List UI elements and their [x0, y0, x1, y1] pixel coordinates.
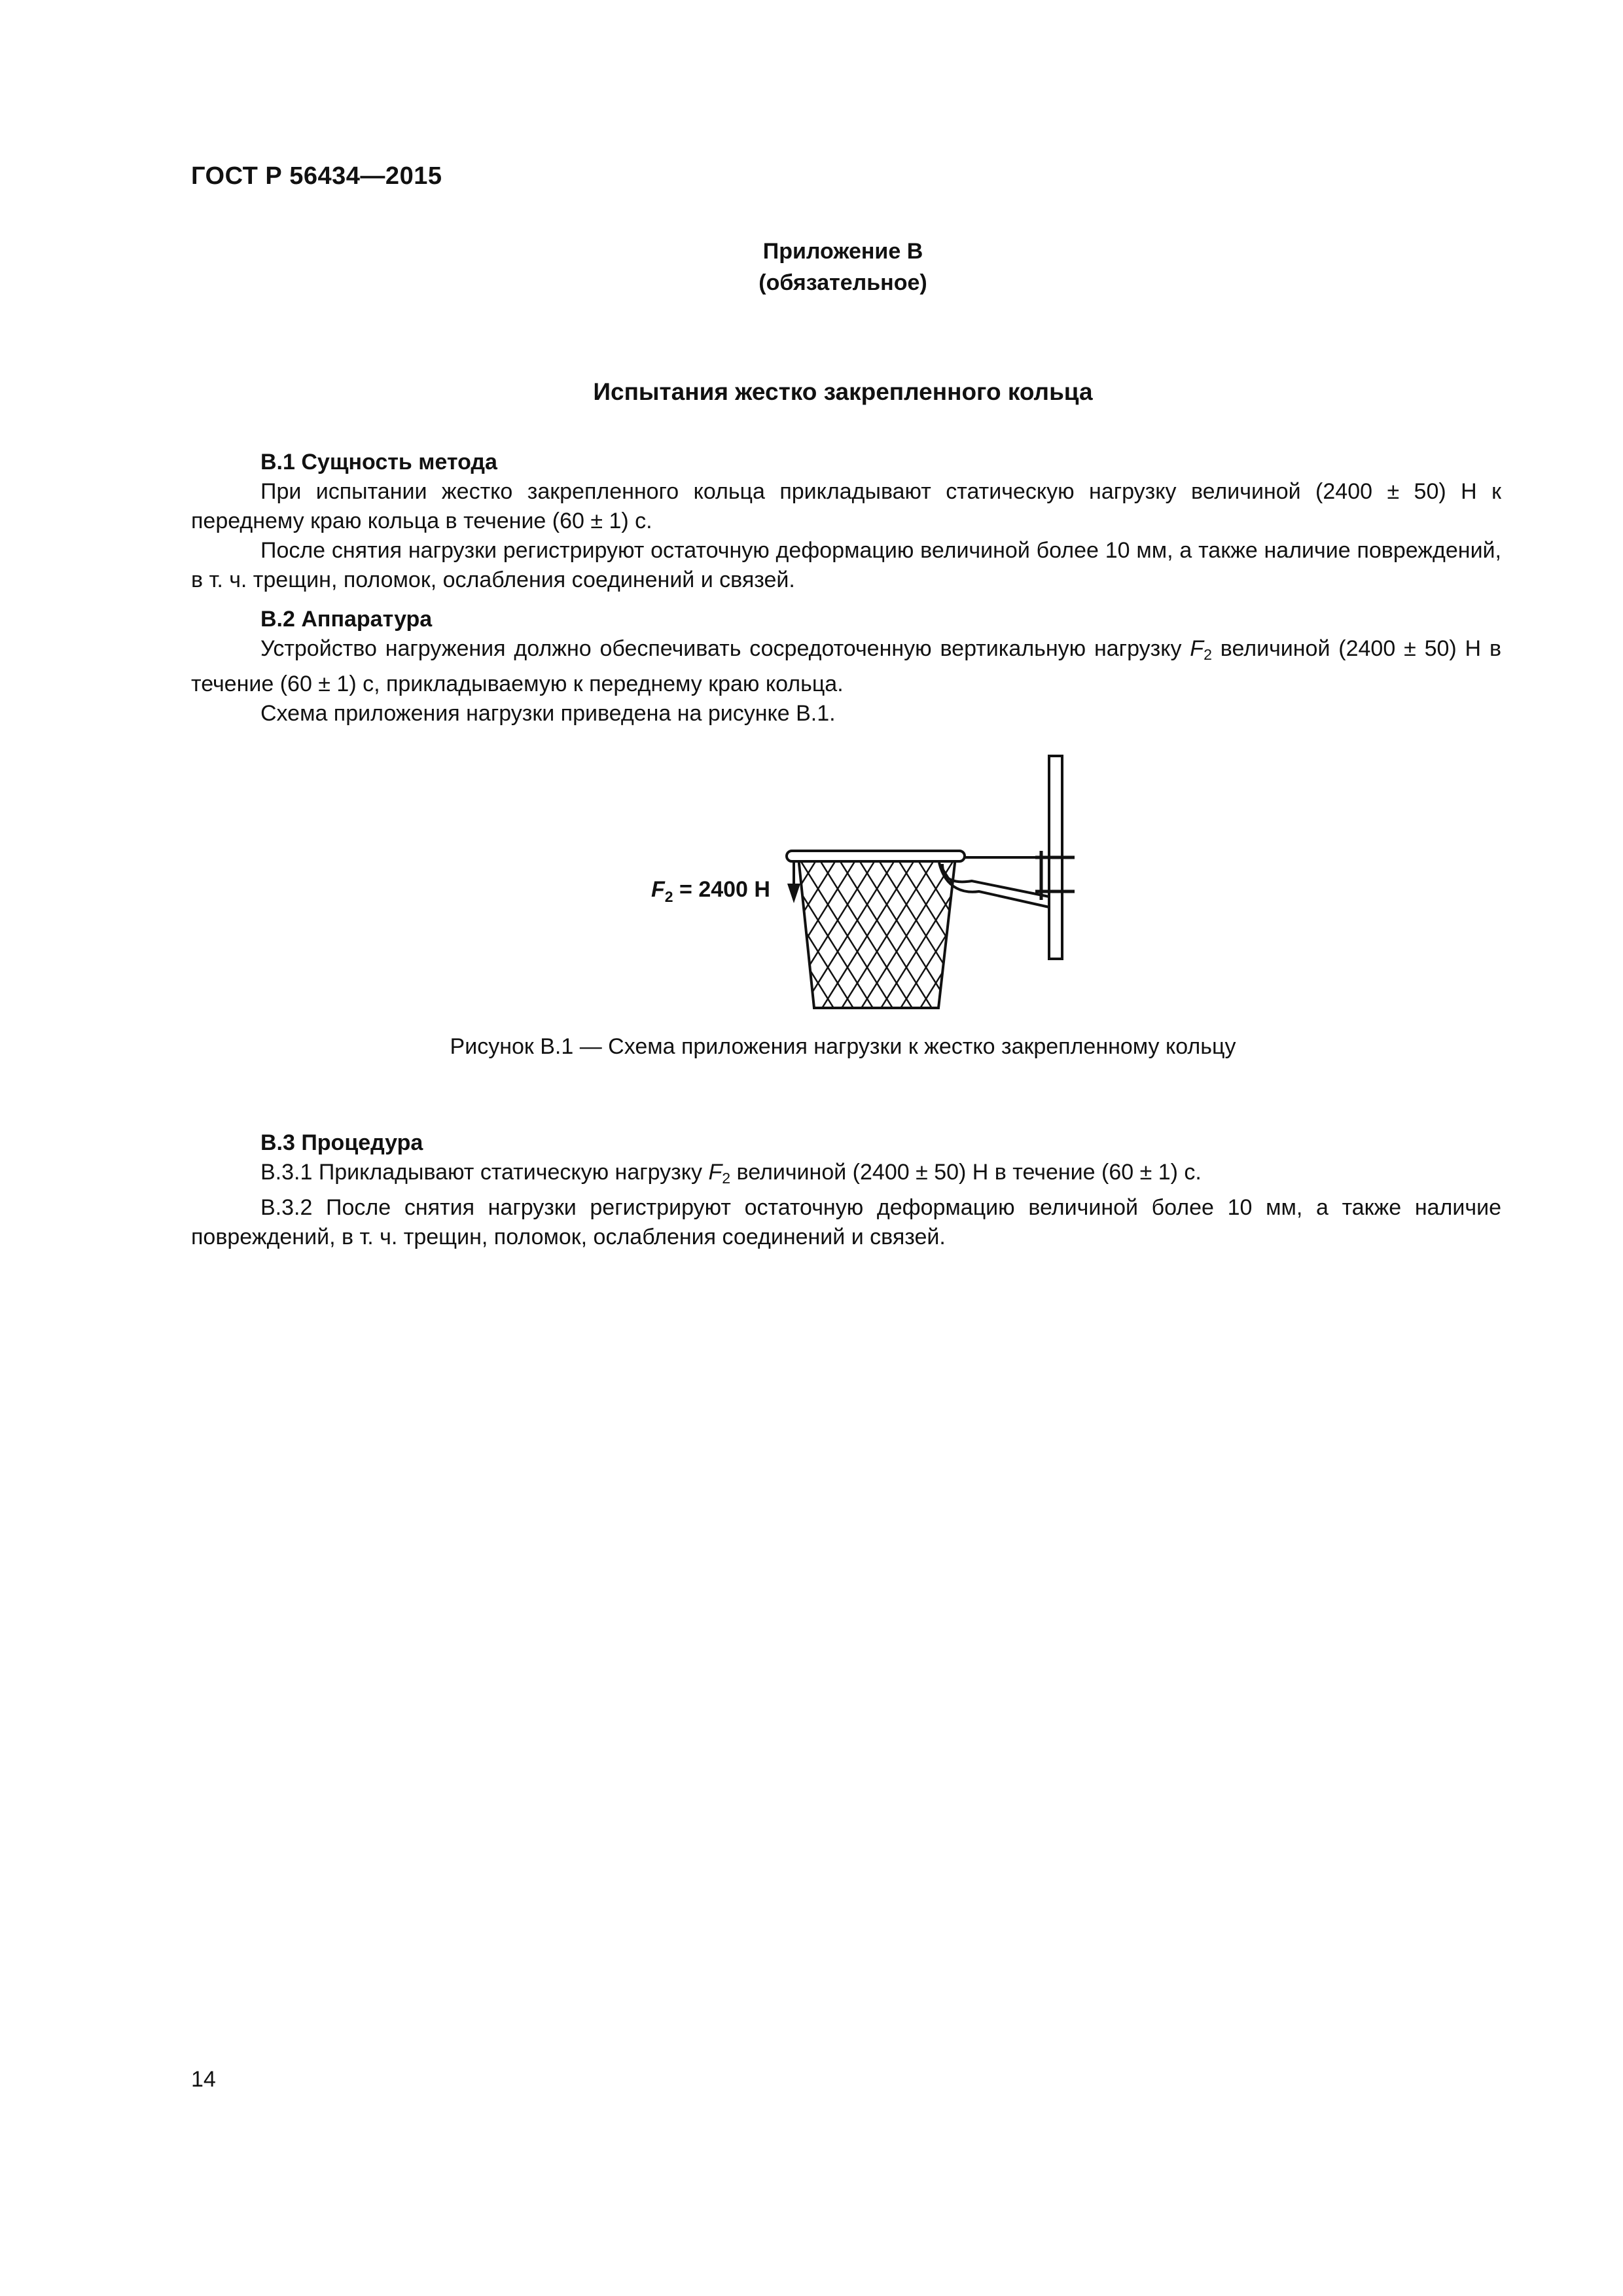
section-b1-paragraph-2: После снятия нагрузки регистрируют остаточную деформацию величиной более 10 мм, а также наличие повреждений, в т. ч. трещин, поломок, ослабления соединений и связей. — [191, 538, 1501, 592]
section-b3-heading: В.3 Процедура — [260, 1130, 423, 1155]
net-strand — [1073, 857, 1086, 1014]
force-arrow-head — [787, 884, 800, 903]
annex-label-block — [0, 236, 1623, 298]
section-b1-paragraph-1: При испытании жестко закрепленного кольца прикладывают статическую нагрузку величиной (2400 ± 50) Н к переднему краю кольца в течение (60 ± 1) с. — [191, 479, 1501, 533]
net-strand — [615, 857, 681, 1014]
force-subscript: 2 — [1204, 645, 1212, 663]
load-subscript: 2 — [664, 888, 673, 905]
section-b3-paragraph-1 — [191, 1158, 1501, 1193]
load-symbol: F — [651, 877, 665, 902]
section-b3 — [191, 1128, 1501, 1252]
section-b1 — [191, 448, 1501, 595]
figure-caption: Рисунок В.1 — Схема приложения нагрузки к жестко закрепленному кольцу — [450, 1034, 1236, 1059]
annex-label: Приложение В — [762, 239, 923, 264]
load-value: = 2400 Н — [673, 877, 770, 902]
annex-title: Испытания жестко закрепленного кольца — [593, 378, 1093, 405]
section-b3-paragraph-2: В.3.2 После снятия нагрузки регистрируют остаточную деформацию величиной более 10 мм, а также наличие повреждений, в т. ч. трещин, поломок, ослабления соединений и связей. — [191, 1194, 1501, 1249]
load-label — [651, 877, 770, 905]
force-symbol: F — [708, 1160, 722, 1185]
section-b2-paragraph-2: Схема приложения нагрузки приведена на рисунке В.1. — [260, 700, 836, 726]
hoop-rim — [787, 851, 965, 861]
hoop-bracket-lower — [942, 864, 1049, 897]
text-span: Устройство нагружения должно обеспечивать сосредоточенную вертикальную нагрузку — [260, 636, 1190, 661]
text-span: В.3.1 Прикладывают статическую нагрузку — [260, 1160, 709, 1185]
net-outline — [798, 857, 955, 1008]
text-span: величиной (2400 ± 50) Н в течение (60 ± 1) с. — [730, 1160, 1202, 1185]
section-b2-heading: В.2 Аппаратура — [260, 607, 433, 632]
net-strand — [1073, 857, 1086, 1014]
section-b2 — [191, 605, 1501, 728]
net-strand — [615, 857, 641, 1014]
text-span: величиной (2400 ± 50) Н в течение (60 ± 1) с, прикладываемую к переднему краю кольца. — [191, 636, 1502, 696]
net-strand — [615, 857, 681, 1014]
net-strand — [615, 857, 622, 1014]
section-b2-paragraph-1 — [191, 634, 1501, 699]
force-symbol: F — [1190, 636, 1204, 661]
document-code: ГОСТ Р 56434—2015 — [191, 162, 442, 190]
page-number: 14 — [191, 2067, 216, 2092]
force-subscript: 2 — [722, 1169, 731, 1187]
section-b1-heading: В.1 Сущность метода — [260, 450, 497, 475]
annex-status: (обязательное) — [758, 270, 927, 295]
load-scheme-figure — [615, 753, 1086, 1014]
